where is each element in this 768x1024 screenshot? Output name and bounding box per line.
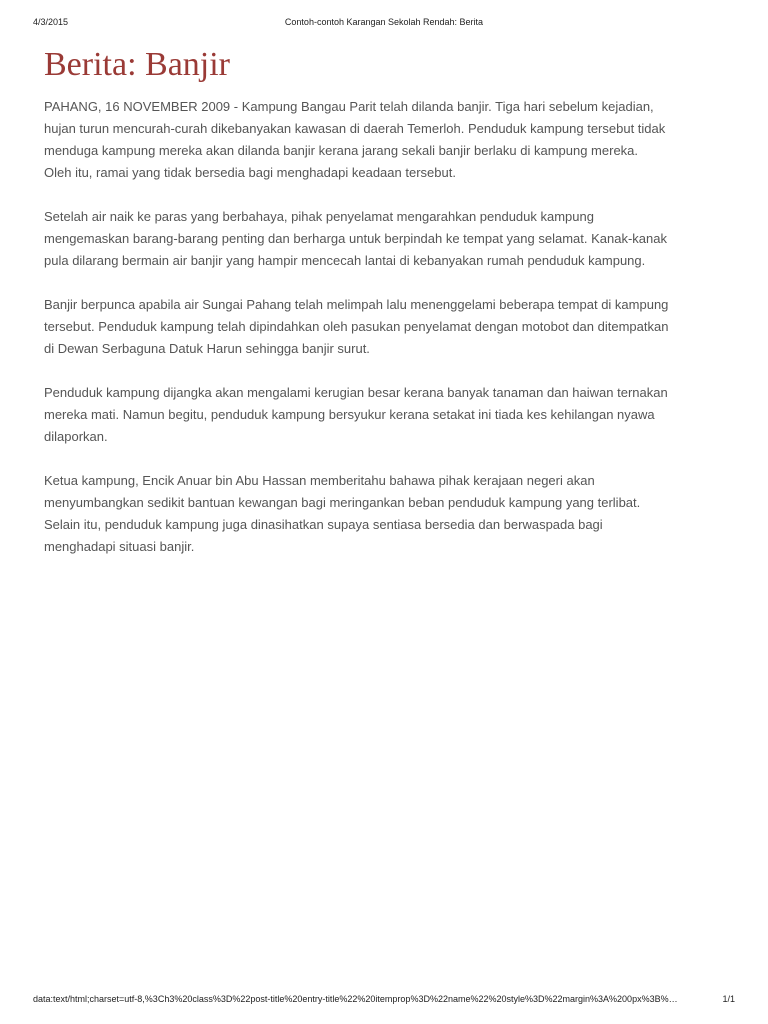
blog-post	[44, 46, 669, 580]
post-paragraph-5: Ketua kampung, Encik Anuar bin Abu Hassan memberitahu bahawa pihak kerajaan negeri akan menyumbangkan sedikit bantuan kewangan bagi meringankan beban penduduk kampung yang terlibat. Selain itu, penduduk kampung juga dinasihatkan supaya sentiasa bersedia dan berwaspada bagi menghadapi situasi banjir.	[44, 473, 641, 554]
post-paragraph-1: PAHANG, 16 NOVEMBER 2009 - Kampung Bangau Parit telah dilanda banjir. Tiga hari sebelum kejadian, hujan turun mencurah-curah dikebanyakan kawasan di daerah Temerloh. Penduduk kampung tersebut tidak menduga kampung mereka akan dilanda banjir kerana jarang sekali banjir berlaku di kampung mereka. Oleh itu, ramai yang tidak bersedia bagi menghadapi keadaan tersebut.	[44, 99, 666, 180]
print-source-url: data:text/html;charset=utf-8,%3Ch3%20class%3D%22post-title%20entry-title%22%20itemprop%3D%22name%22%20style%3D%22margin%3A%200px%3B%…	[33, 994, 678, 1004]
post-paragraph-4: Penduduk kampung dijangka akan mengalami kerugian besar kerana banyak tanaman dan haiwan ternakan mereka mati. Namun begitu, penduduk kampung bersyukur kerana setakat ini tiada kes kehilangan nyawa dilaporkan.	[44, 385, 668, 444]
print-document-title: Contoh-contoh Karangan Sekolah Rendah: Berita	[284, 17, 484, 27]
print-header	[33, 17, 735, 31]
print-footer	[33, 994, 735, 1008]
post-body	[44, 96, 669, 558]
print-date: 4/3/2015	[33, 17, 69, 27]
post-paragraph-3: Banjir berpunca apabila air Sungai Pahang telah melimpah lalu menenggelami beberapa tempat di kampung tersebut. Penduduk kampung telah dipindahkan oleh pasukan penyelamat dengan motobot dan ditempatkan di Dewan Serbaguna Datuk Harun sehingga banjir surut.	[44, 297, 669, 356]
post-title: Berita: Banjir	[44, 46, 231, 83]
print-page-number: 1/1	[722, 994, 735, 1004]
post-paragraph-2: Setelah air naik ke paras yang berbahaya, pihak penyelamat mengarahkan penduduk kampung mengemaskan barang-barang penting dan berharga untuk berpindah ke tempat yang selamat. Kanak-kanak pula dilarang bermain air banjir yang hampir mencecah lantai di kebanyakan rumah penduduk kampung.	[44, 209, 667, 268]
